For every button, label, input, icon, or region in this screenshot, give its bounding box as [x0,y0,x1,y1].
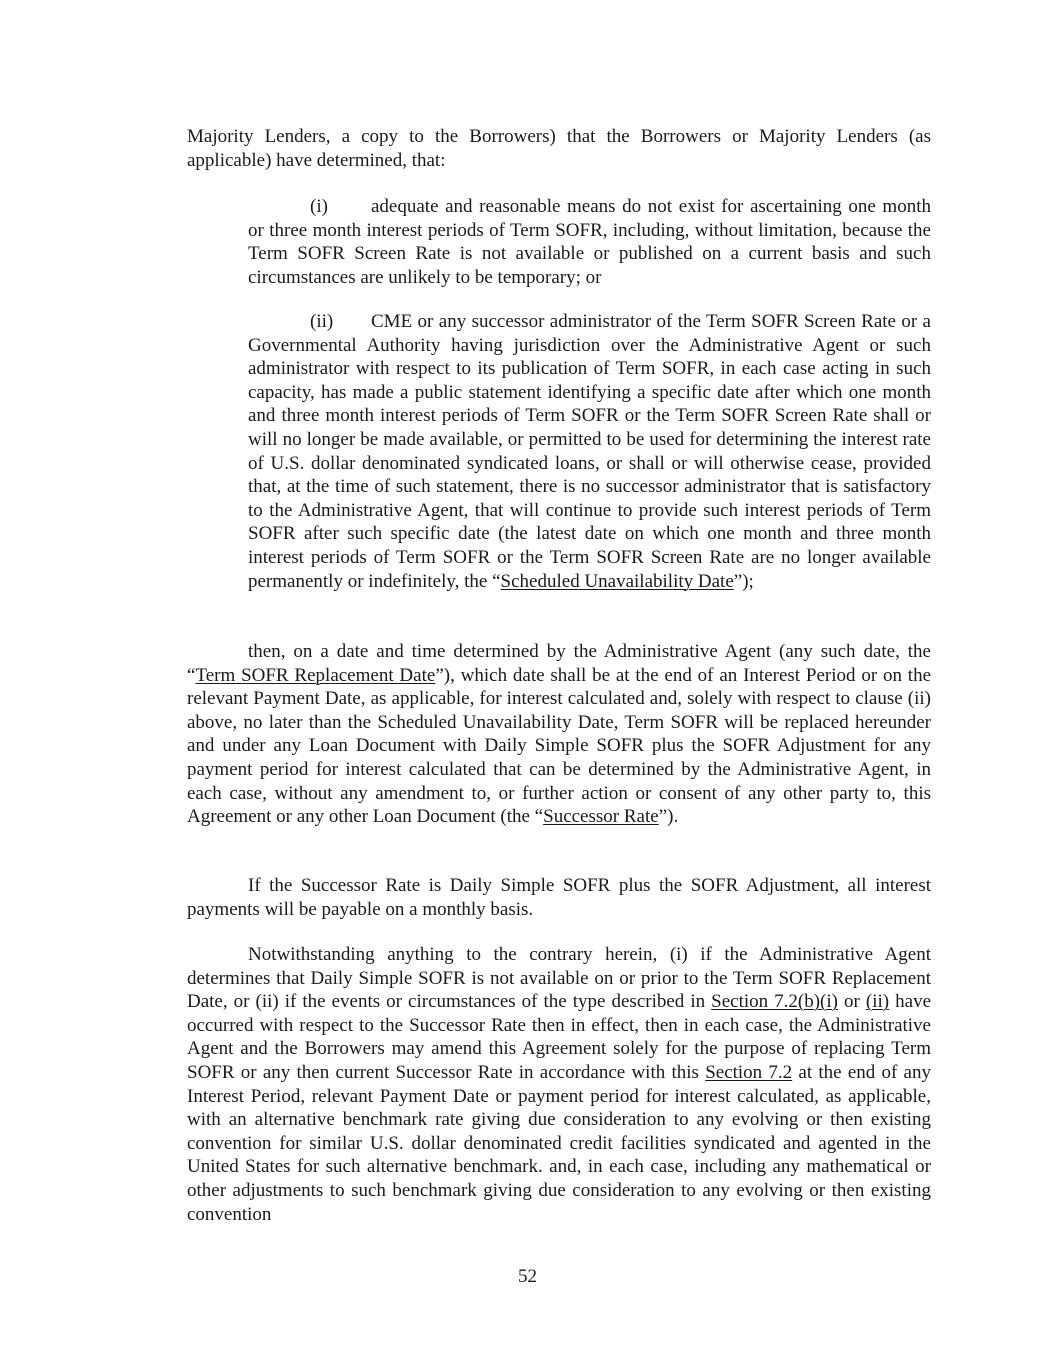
paragraph-notwithstanding-text-1: Notwithstanding anything to the contrary herein, (i) if the Administrative Agent determines that Daily Simple SOFR is not available on or prior to the Term SOFR Replacement Date, or (ii) if the events or circumstances of the type described in [187,944,931,1013]
clause-i-number: (i) [310,196,328,217]
clause-ii-number: (ii) [310,311,334,332]
paragraph-successor-rate [187,874,931,921]
clause-ii-closing: ”); [733,570,754,592]
paragraph-notwithstanding [187,943,931,1226]
paragraph-intro-text: Majority Lenders, a copy to the Borrowers) that the Borrowers or Majority Lenders (as applicable) have determined, that: [187,126,931,171]
paragraph-successor-rate-text: If the Successor Rate is Daily Simple SOFR plus the SOFR Adjustment, all interest payments will be payable on a monthly basis. [187,875,931,920]
paragraph-then-text-1: then, on a date and time determined by the Administrative Agent (any such date, the “ [187,641,931,686]
defined-term-term-sofr-replacement-date: Term SOFR Replacement Date [195,664,436,686]
defined-term-scheduled-unavailability-date: Scheduled Unavailability Date [500,570,734,592]
clause-i-text: adequate and reasonable means do not exist for ascertaining one month or three month interest periods of Term SOFR, including, without limitation, because the Term SOFR Screen Rate is not available or published on a current basis and such circumstances are unlikely to be temporary; or [248,196,931,288]
defined-term-successor-rate: Successor Rate [543,806,659,828]
clause-ii-text: CME or any successor administrator of the Term SOFR Screen Rate or a Governmental Authority having jurisdiction over the Administrative Agent or such administrator with respect to its publication of Term SOFR, in each case acting in such capacity, has made a public statement identifying a specific date after which one month and three month interest periods of Term SOFR or the Term SOFR Screen Rate shall or will no longer be made available, or permitted to be used for determining the interest rate of U.S. dollar denominated syndicated loans, or shall or will otherwise cease, provided that, at the time of such statement, there is no successor administrator that is satisfactory to the Administrative Agent, that will continue to provide such interest periods of Term SOFR after such specific date (the latest date on which one month and three month interest periods of Term SOFR or the Term SOFR Screen Rate are no longer available permanently or indefinitely, the “ [248,311,931,592]
page-number: 52 [518,1266,537,1287]
paragraph-notwithstanding-text-3: have occurred with respect to the Successor Rate then in effect, then in each case, the Administrative Agent and the Borrowers may amend this Agreement solely for the purpose of replacing Term SOFR or any then current Successor Rate in accordance with this [187,991,932,1083]
cross-reference-section-7-2: Section 7.2 [705,1061,793,1083]
paragraph-then-text-2: ”), which date shall be at the end of an Interest Period or on the relevant Payment Date, as applicable, for interest calculated and, solely with respect to clause (ii) above, no later than the Scheduled Unavailability Date, Term SOFR will be replaced hereunder and under any Loan Document with Daily Simple SOFR plus the SOFR Adjustment for any payment period for interest calculated that can be determined by the Administrative Agent, in each case, without any amendment to, or further action or consent of any other party to, this Agreement or any other Loan Document (the “ [187,664,932,828]
cross-reference-clause-ii: (ii) [865,991,890,1013]
clause-i [248,195,931,289]
paragraph-intro [187,125,931,172]
cross-reference-section-7-2-b-i: Section 7.2(b)(i) [711,991,838,1013]
paragraph-notwithstanding-text-4: at the end of any Interest Period, relevant Payment Date or payment period for interest calculated, as applicable, with an alternative benchmark rate giving due consideration to any evolving or then existing convention for similar U.S. dollar denominated credit facilities syndicated and agented in the United States for such alternative benchmark. and, in each case, including any mathematical or other adjustments to such benchmark giving due consideration to any evolving or then existing convention [187,1061,931,1225]
paragraph-notwithstanding-text-2: or [838,991,866,1013]
clause-ii [248,310,931,593]
paragraph-then [187,640,931,829]
paragraph-then-text-3: ”). [658,806,679,828]
